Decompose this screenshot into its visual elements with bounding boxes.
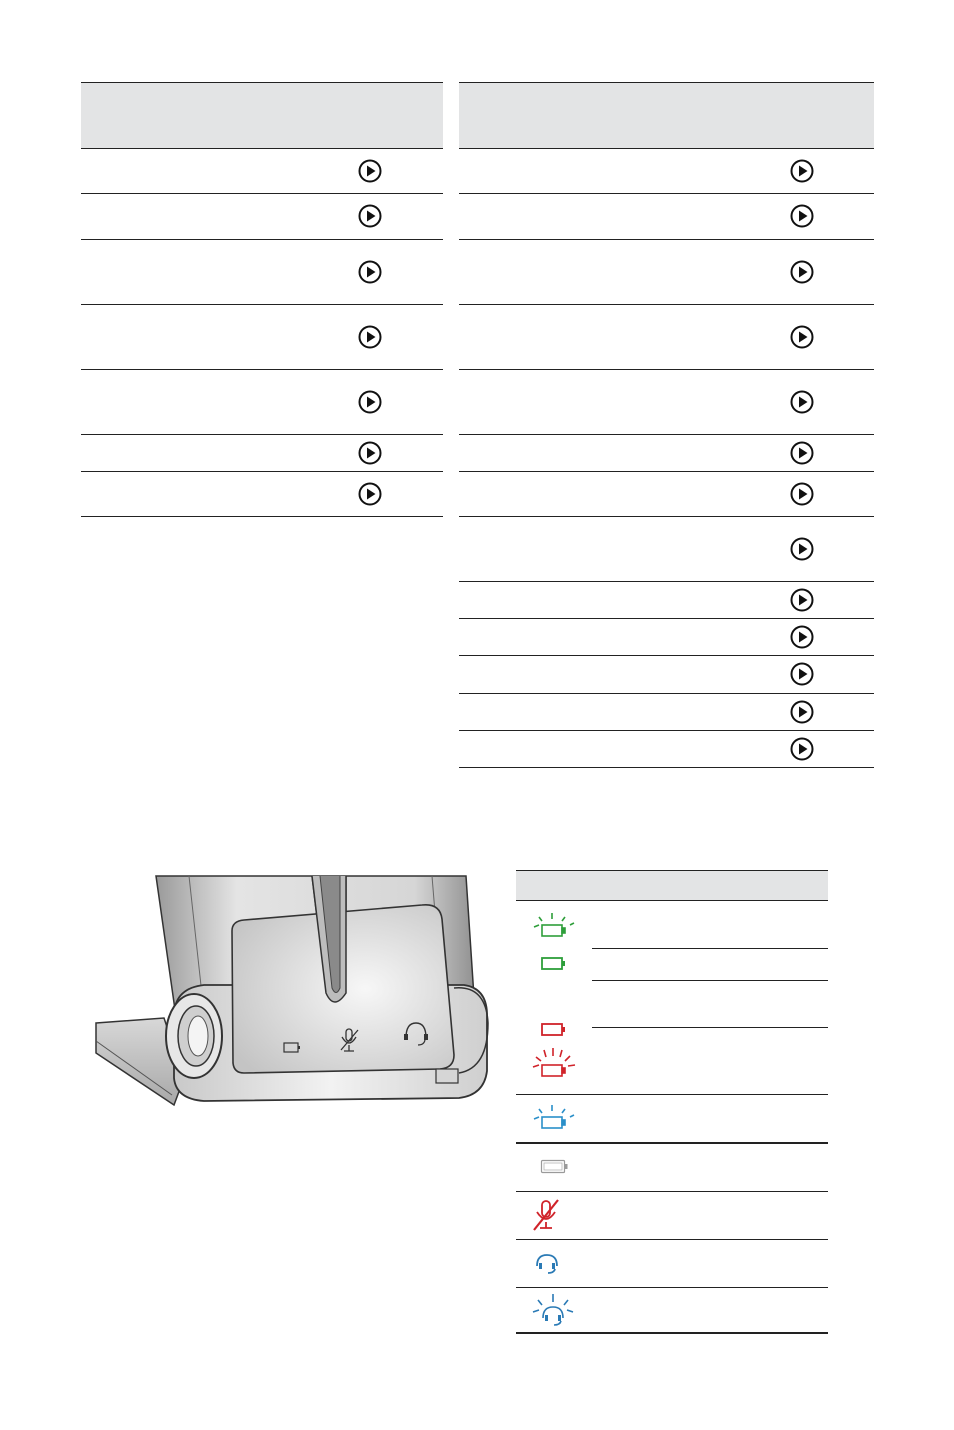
table-row — [459, 148, 874, 193]
table-row — [81, 239, 443, 304]
play-circle-icon[interactable] — [790, 700, 814, 724]
table-row — [459, 193, 874, 239]
table-row — [459, 581, 874, 618]
table-row — [459, 369, 874, 434]
play-circle-icon[interactable] — [790, 441, 814, 465]
table-row — [459, 516, 874, 581]
play-circle-icon[interactable] — [790, 482, 814, 506]
battery-status-group — [516, 901, 828, 1095]
table-row — [459, 471, 874, 516]
table-row — [516, 1144, 828, 1192]
play-circle-icon[interactable] — [790, 588, 814, 612]
play-circle-icon[interactable] — [790, 537, 814, 561]
play-circle-icon[interactable] — [358, 325, 382, 349]
play-circle-icon[interactable] — [790, 662, 814, 686]
battery-red-icon-shape — [540, 925, 568, 943]
table-row — [459, 239, 874, 304]
table-row — [81, 193, 443, 239]
table-row — [81, 434, 443, 471]
table-row — [516, 1240, 828, 1288]
battery-green-icon — [540, 955, 568, 973]
battery-off-icon — [540, 1158, 570, 1176]
microphone-muted-icon — [530, 1198, 562, 1232]
row-divider — [592, 980, 828, 981]
table-row — [81, 471, 443, 517]
right-table — [459, 82, 874, 768]
play-circle-icon[interactable] — [790, 390, 814, 414]
left-table — [81, 82, 443, 517]
table-row — [459, 618, 874, 655]
table-row — [516, 1192, 828, 1240]
table-row — [81, 148, 443, 193]
table-row — [81, 369, 443, 434]
play-circle-icon[interactable] — [358, 390, 382, 414]
play-circle-icon[interactable] — [358, 204, 382, 228]
play-circle-icon[interactable] — [358, 260, 382, 284]
play-circle-icon[interactable] — [790, 204, 814, 228]
row-divider — [592, 948, 828, 949]
table-header — [516, 870, 828, 901]
play-circle-icon[interactable] — [790, 159, 814, 183]
table-row — [459, 434, 874, 471]
battery-red-flashing-icon — [530, 1047, 578, 1083]
play-circle-icon[interactable] — [358, 441, 382, 465]
battery-red-indicator-icon — [540, 1021, 568, 1039]
battery-blue-flashing-icon — [532, 1103, 576, 1133]
play-circle-icon[interactable] — [790, 737, 814, 761]
table-row — [516, 1095, 828, 1144]
play-circle-icon[interactable] — [790, 260, 814, 284]
table-row — [459, 304, 874, 369]
table-row — [516, 1288, 828, 1334]
table-row — [459, 693, 874, 730]
table-header — [81, 82, 443, 148]
led-indicator-table — [516, 870, 828, 1334]
headset-blue-flashing-icon — [530, 1292, 576, 1328]
base-station-illustration — [94, 873, 494, 1108]
table-header — [459, 82, 874, 148]
table-row — [459, 730, 874, 768]
play-circle-icon[interactable] — [358, 482, 382, 506]
row-divider — [592, 1027, 828, 1028]
play-circle-icon[interactable] — [790, 625, 814, 649]
headset-blue-icon — [534, 1252, 560, 1276]
play-circle-icon[interactable] — [790, 325, 814, 349]
play-circle-icon[interactable] — [358, 159, 382, 183]
table-row — [459, 655, 874, 693]
table-row — [81, 304, 443, 369]
